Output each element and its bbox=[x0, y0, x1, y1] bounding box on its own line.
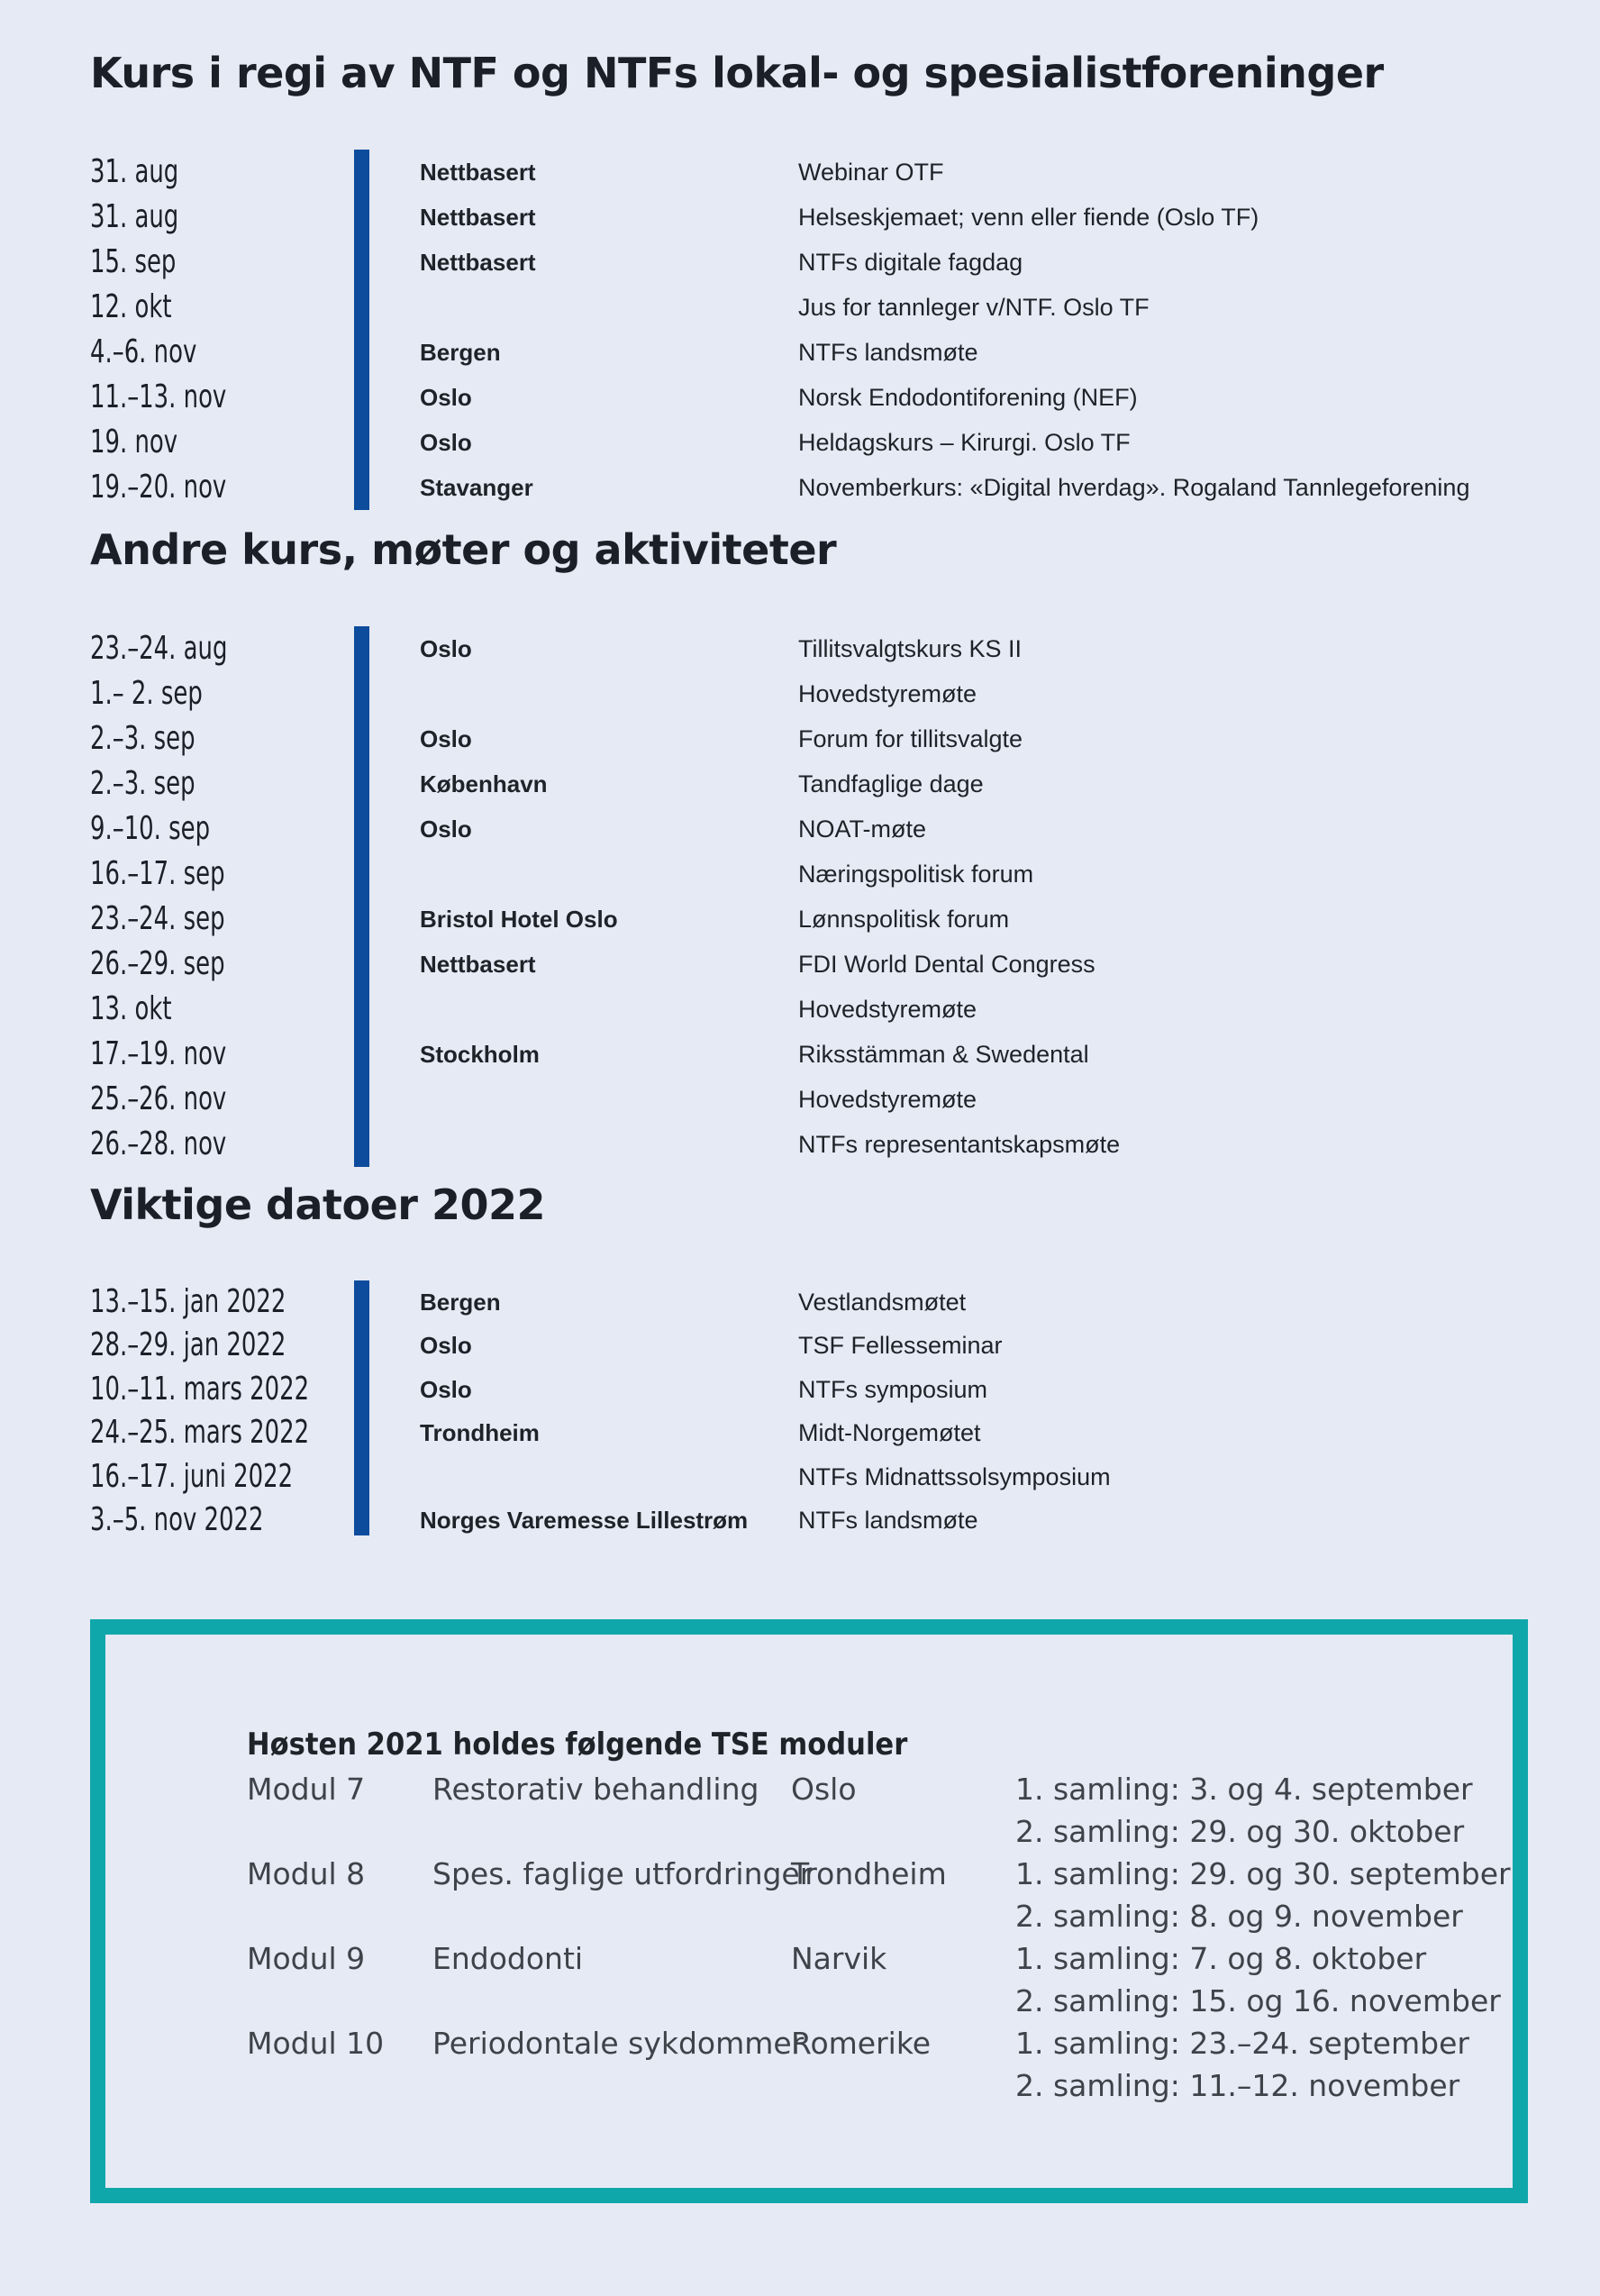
event: Novemberkurs: «Digital hverdag». Rogaland Tannlegeforening bbox=[798, 474, 1470, 501]
section-title: Andre kurs, møter og aktiviteter bbox=[90, 525, 837, 574]
place: Oslo bbox=[420, 815, 472, 843]
date: 15. sep bbox=[90, 243, 177, 280]
schedule-list bbox=[90, 150, 1470, 510]
event: NOAT-møte bbox=[798, 815, 927, 843]
date: 13. okt bbox=[90, 990, 172, 1027]
session-1: 1. samling: 23.–24. september bbox=[1015, 2026, 1469, 2061]
place: Norges Varemesse Lillestrøm bbox=[420, 1506, 749, 1534]
module-topic: Endodonti bbox=[432, 1941, 584, 1976]
session-2: 2. samling: 11.–12. november bbox=[1015, 2068, 1460, 2103]
event: Tandfaglige dage bbox=[798, 770, 984, 797]
schedule-row bbox=[90, 1077, 977, 1122]
date: 2.–3. sep bbox=[90, 720, 195, 757]
date: 19.–20. nov bbox=[90, 469, 227, 506]
schedule-row bbox=[90, 1032, 1089, 1077]
schedule-row bbox=[90, 1499, 978, 1542]
date: 12. okt bbox=[90, 288, 172, 325]
event: Tillitsvalgtskurs KS II bbox=[798, 635, 1023, 662]
place: Bergen bbox=[420, 339, 501, 366]
schedule-row bbox=[90, 285, 1384, 330]
module-name: Modul 7 bbox=[247, 1772, 366, 1807]
schedule-row bbox=[90, 897, 1010, 942]
date: 26.–28. nov bbox=[90, 1125, 227, 1162]
event: Hovedstyremøte bbox=[798, 680, 977, 707]
date: 26.–29. sep bbox=[90, 945, 225, 982]
date: 10.–11. mars 2022 bbox=[90, 1370, 310, 1408]
event: Riksstämman & Swedental bbox=[798, 1041, 1089, 1068]
date: 31. aug bbox=[90, 198, 179, 235]
event: NTFs Midnattssolsymposium bbox=[798, 1462, 1111, 1490]
place: Oslo bbox=[420, 429, 472, 456]
date: 28.–29. jan 2022 bbox=[90, 1326, 286, 1364]
section-title: Kurs i regi av NTF og NTFs lokal- og spesialistforeninger bbox=[90, 49, 1384, 97]
date: 19. nov bbox=[90, 424, 178, 460]
schedule-row bbox=[90, 240, 1384, 285]
date: 3.–5. nov 2022 bbox=[90, 1500, 264, 1538]
event: Norsk Endodontiforening (NEF) bbox=[798, 384, 1138, 411]
date: 16.–17. sep bbox=[90, 855, 225, 892]
session-1: 1. samling: 7. og 8. oktober bbox=[1015, 1941, 1427, 1976]
date: 24.–25. mars 2022 bbox=[90, 1414, 310, 1452]
date: 17.–19. nov bbox=[90, 1035, 227, 1072]
place: København bbox=[420, 770, 548, 797]
place: Nettbasert bbox=[420, 951, 536, 978]
place: Bristol Hotel Oslo bbox=[420, 906, 618, 933]
schedule-row bbox=[90, 987, 977, 1032]
event: Hovedstyremøte bbox=[798, 996, 977, 1023]
event: Jus for tannleger v/NTF. Oslo TF bbox=[798, 294, 1150, 321]
place: Stockholm bbox=[420, 1041, 540, 1068]
schedule-row bbox=[90, 1455, 1111, 1499]
place: Oslo bbox=[420, 725, 472, 752]
session-1: 1. samling: 3. og 4. september bbox=[1015, 1772, 1473, 1807]
section-title: Viktige datoer 2022 bbox=[90, 1180, 546, 1229]
module-name: Modul 8 bbox=[247, 1856, 366, 1891]
schedule-row bbox=[90, 942, 1095, 987]
date: 25.–26. nov bbox=[90, 1080, 227, 1117]
event: Næringspolitisk forum bbox=[798, 861, 1034, 888]
date: 13.–15. jan 2022 bbox=[90, 1283, 286, 1320]
place: Oslo bbox=[420, 635, 472, 662]
place: Oslo bbox=[420, 1332, 472, 1360]
schedule-row bbox=[90, 330, 1384, 375]
module-city: Oslo bbox=[791, 1772, 857, 1807]
schedule-row bbox=[90, 465, 1470, 510]
schedule-row bbox=[90, 1280, 967, 1324]
session-2: 2. samling: 8. og 9. november bbox=[1015, 1899, 1463, 1934]
schedule-row bbox=[90, 1411, 981, 1454]
section-ntf-courses bbox=[90, 49, 1470, 515]
place: Oslo bbox=[420, 384, 472, 411]
session-2: 2. samling: 15. og 16. november bbox=[1015, 1983, 1501, 2018]
schedule-row bbox=[90, 1324, 1003, 1367]
module-name: Modul 10 bbox=[247, 2026, 385, 2061]
date: 11.–13. nov bbox=[90, 378, 227, 415]
event: Heldagskurs – Kirurgi. Oslo TF bbox=[798, 429, 1131, 456]
date: 23.–24. sep bbox=[90, 900, 225, 937]
date: 2.–3. sep bbox=[90, 765, 195, 802]
event: NTFs representantskapsmøte bbox=[798, 1131, 1121, 1158]
date: 4.–6. nov bbox=[90, 333, 197, 370]
date: 31. aug bbox=[90, 153, 179, 190]
schedule-row bbox=[90, 195, 1384, 240]
module-city: Trondheim bbox=[791, 1856, 947, 1891]
module-topic: Periodontale sykdommer bbox=[432, 2026, 805, 2061]
schedule-row bbox=[90, 806, 927, 852]
module-topic: Spes. faglige utfordringer bbox=[432, 1856, 813, 1891]
module-city: Narvik bbox=[791, 1941, 887, 1976]
event: Vestlandsmøtet bbox=[798, 1289, 967, 1316]
tse-module-row bbox=[247, 1853, 1511, 1937]
place: Nettbasert bbox=[420, 249, 536, 276]
event: NTFs digitale fagdag bbox=[798, 249, 1023, 276]
date: 1.– 2. sep bbox=[90, 675, 203, 712]
schedule-row bbox=[90, 1122, 1121, 1167]
event: TSF Fellesseminar bbox=[798, 1332, 1003, 1360]
event: Midt-Norgemøtet bbox=[798, 1419, 981, 1447]
module-city: Romerike bbox=[791, 2026, 932, 2061]
schedule-row bbox=[90, 150, 1384, 195]
event: NTFs landsmøte bbox=[798, 339, 978, 366]
event: Helseskjemaet; venn eller fiende (Oslo TF) bbox=[798, 204, 1259, 231]
schedule-row bbox=[90, 852, 1034, 897]
session-2: 2. samling: 29. og 30. oktober bbox=[1015, 1814, 1465, 1849]
section-important-dates-2022 bbox=[90, 1180, 1111, 1541]
place: Bergen bbox=[420, 1289, 501, 1316]
schedule-row bbox=[90, 671, 977, 716]
schedule-list bbox=[90, 1280, 1111, 1538]
module-name: Modul 9 bbox=[247, 1941, 366, 1976]
event: Hovedstyremøte bbox=[798, 1086, 977, 1113]
tse-modules-box bbox=[90, 1619, 1528, 2203]
schedule-row bbox=[90, 626, 1023, 671]
schedule-row bbox=[90, 375, 1384, 420]
tse-heading: Høsten 2021 holdes følgende TSE moduler bbox=[247, 1727, 908, 1763]
date: 16.–17. juni 2022 bbox=[90, 1457, 294, 1495]
event: Webinar OTF bbox=[798, 159, 944, 186]
place: Oslo bbox=[420, 1375, 472, 1403]
schedule-list bbox=[90, 626, 1121, 1167]
event: Forum for tillitsvalgte bbox=[798, 725, 1023, 752]
date: 23.–24. aug bbox=[90, 630, 228, 667]
event: NTFs landsmøte bbox=[798, 1506, 978, 1534]
tse-module-row bbox=[247, 1768, 1508, 1853]
event: FDI World Dental Congress bbox=[798, 951, 1095, 978]
schedule-row bbox=[90, 716, 1023, 761]
place: Trondheim bbox=[420, 1419, 540, 1447]
section-other-courses bbox=[90, 525, 1121, 1171]
event: Lønnspolitisk forum bbox=[798, 906, 1010, 933]
tse-module-row bbox=[247, 1937, 1508, 2022]
date: 9.–10. sep bbox=[90, 810, 211, 847]
session-1: 1. samling: 29. og 30. september bbox=[1015, 1856, 1511, 1891]
module-topic: Restorativ behandling bbox=[432, 1772, 759, 1807]
schedule-row bbox=[90, 1368, 988, 1411]
place: Nettbasert bbox=[420, 204, 536, 231]
schedule-row bbox=[90, 761, 984, 806]
tse-module-row bbox=[247, 2022, 1508, 2107]
event: NTFs symposium bbox=[798, 1375, 988, 1403]
schedule-row bbox=[90, 420, 1384, 465]
place: Nettbasert bbox=[420, 159, 536, 186]
place: Stavanger bbox=[420, 474, 533, 501]
